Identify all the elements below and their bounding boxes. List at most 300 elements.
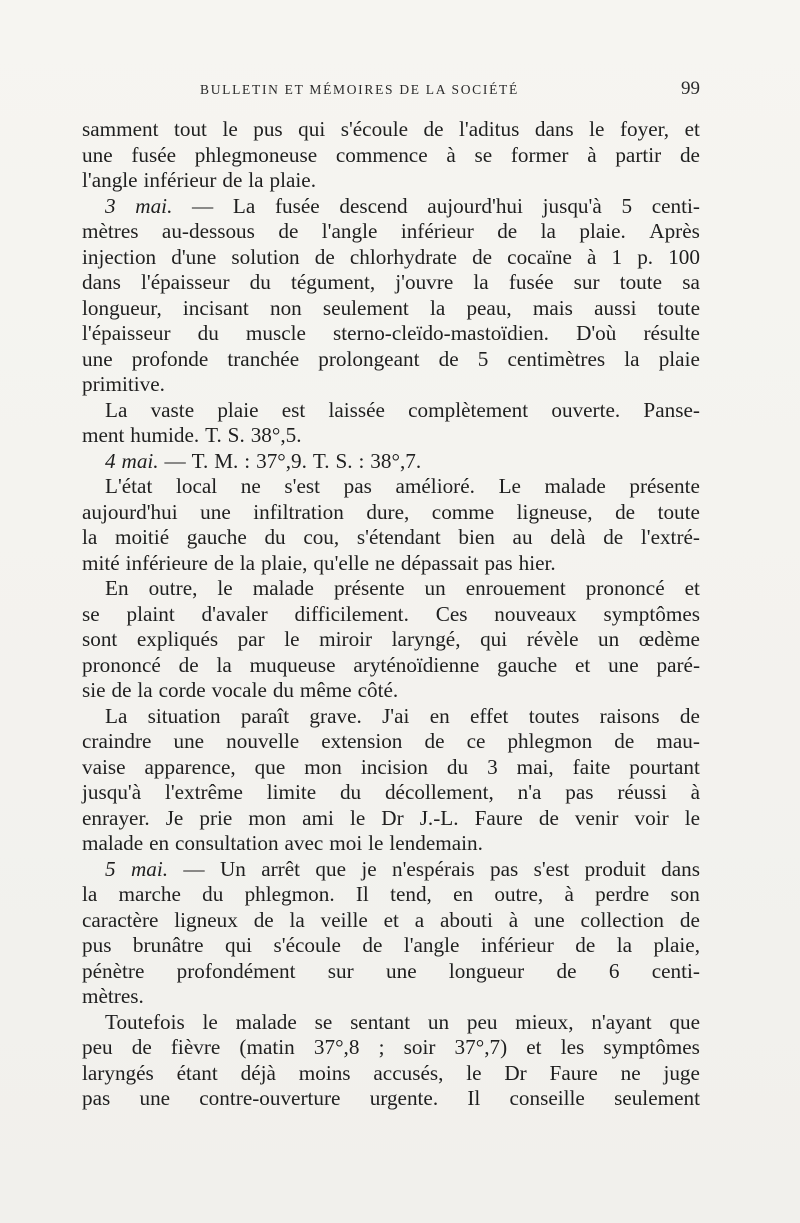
word: cou, <box>303 525 340 549</box>
word: produit <box>584 856 646 881</box>
word: pas <box>484 550 513 575</box>
word: par <box>237 627 265 651</box>
word: pénètre <box>82 958 145 983</box>
word: aujourd'hui <box>82 499 178 524</box>
word: le <box>684 805 700 830</box>
word: de <box>423 117 444 141</box>
word: un <box>598 627 620 651</box>
word: se <box>82 601 100 626</box>
text-line <box>82 1035 700 1061</box>
word: la <box>429 295 446 320</box>
word: paré- <box>656 652 700 677</box>
word: centi- <box>651 958 700 983</box>
text-line <box>82 500 700 526</box>
text-line <box>82 117 700 143</box>
word: mau- <box>656 729 700 753</box>
word: 100 <box>668 244 700 269</box>
word: phlegmon <box>507 729 593 753</box>
text-line <box>82 576 700 602</box>
word: de <box>278 219 299 243</box>
text-line <box>82 219 700 245</box>
word: avec <box>284 831 324 855</box>
word: une <box>200 499 231 524</box>
word: de <box>213 550 234 575</box>
word: n'ayant <box>591 1009 652 1034</box>
word: situation <box>147 703 221 728</box>
word: fièvre <box>170 1035 221 1059</box>
word: primitive. <box>82 372 165 396</box>
word: de <box>615 499 636 524</box>
word: cocaïne <box>507 244 572 269</box>
word: mai. <box>121 448 159 473</box>
text-line <box>82 423 700 449</box>
text-line <box>82 143 700 169</box>
word: prononcé <box>585 576 665 600</box>
text-line <box>82 704 700 730</box>
word: La <box>232 193 256 218</box>
word: ouverte. <box>551 397 621 422</box>
word: plaie <box>217 397 259 422</box>
word: 37°,7) <box>454 1035 508 1059</box>
word: sie <box>82 678 106 702</box>
word: du <box>202 882 224 906</box>
word: En <box>105 576 129 600</box>
word: en <box>149 831 170 855</box>
word: fusée <box>274 193 320 218</box>
word: 5 <box>477 346 489 371</box>
word: ne <box>374 550 395 575</box>
word: brunâtre <box>132 933 204 957</box>
word: œdème <box>638 627 700 651</box>
word: T. <box>205 423 222 447</box>
word: enrayer. <box>82 805 150 830</box>
word: du <box>339 780 362 804</box>
word: plaie. <box>579 219 626 243</box>
word: Dr <box>381 805 404 830</box>
text-line <box>82 831 700 857</box>
word: difficilement. <box>294 601 409 626</box>
word: pus <box>253 117 283 141</box>
word: plaie, <box>261 550 308 575</box>
word: n'a <box>517 780 542 804</box>
word: S. <box>227 423 245 447</box>
word: fusée <box>508 270 554 294</box>
word: et <box>684 117 700 141</box>
word: la <box>82 882 98 906</box>
word: grave. <box>309 703 362 728</box>
word: un <box>424 576 446 600</box>
word: vaste <box>150 397 195 422</box>
word: Faure <box>474 805 523 830</box>
text-line <box>82 933 700 959</box>
word: mité <box>82 550 120 575</box>
word: de <box>253 907 274 932</box>
word: sa <box>682 270 700 294</box>
word: qui <box>480 627 508 651</box>
word: de <box>603 525 624 549</box>
text-line <box>82 806 700 832</box>
word: conseille <box>509 1086 585 1110</box>
word: est <box>281 397 306 422</box>
page-number: 99 <box>681 78 700 99</box>
word: du <box>446 754 469 779</box>
word: inférieur <box>480 933 554 957</box>
word: prie <box>199 805 233 830</box>
text-line <box>82 347 700 373</box>
word: la <box>239 550 256 575</box>
word: en <box>453 882 474 906</box>
text-line <box>82 1086 700 1112</box>
word: une <box>386 958 417 983</box>
word: aujourd'hui <box>427 193 523 218</box>
text-line <box>82 755 700 781</box>
word: dans <box>82 270 121 294</box>
word: extension <box>321 729 403 753</box>
word: S. <box>335 448 353 473</box>
word: mieux, <box>515 1009 574 1034</box>
word: ment <box>82 423 125 447</box>
word: que <box>315 856 346 881</box>
text-line <box>82 168 700 194</box>
word: une <box>139 1086 171 1110</box>
word: symptômes <box>603 1035 700 1059</box>
word: le <box>466 1060 482 1085</box>
word: gauche <box>497 652 558 677</box>
word: s'écoule <box>273 933 341 957</box>
word: Après <box>649 219 700 243</box>
word: 38°,5. <box>250 423 302 447</box>
word: dépassait <box>400 550 479 575</box>
word: l'angle <box>321 219 378 243</box>
word: se <box>474 142 493 167</box>
word: du <box>272 678 294 702</box>
word: tranchée <box>227 346 300 371</box>
word: dans <box>661 856 700 881</box>
word: a <box>414 907 425 932</box>
word: mon <box>248 805 287 830</box>
word: à <box>508 907 519 932</box>
word: l'angle <box>403 933 460 957</box>
word: La <box>105 703 128 728</box>
word: accusés, <box>373 1060 444 1085</box>
word: bien <box>458 525 495 549</box>
word: d'une <box>171 244 217 269</box>
word: ligneux <box>174 907 238 932</box>
word: mai. <box>135 193 173 218</box>
word: sur <box>573 270 600 294</box>
text-line <box>82 270 700 296</box>
word: mètres <box>82 219 139 243</box>
text-line <box>82 1010 700 1036</box>
word: comme <box>431 499 495 524</box>
word: (matin <box>239 1035 295 1059</box>
word: toute <box>657 499 700 524</box>
word: injection <box>82 244 157 269</box>
word: amélioré. <box>395 474 475 498</box>
word: T. <box>312 448 330 473</box>
word: sentant <box>350 1009 411 1034</box>
word: La <box>105 397 128 422</box>
word: local <box>175 474 218 498</box>
word: centi- <box>651 193 700 218</box>
text-line <box>82 729 700 755</box>
text-line <box>82 627 700 653</box>
word: jusqu'à <box>82 780 142 804</box>
word: l'angle <box>82 168 138 192</box>
word: D'où <box>576 321 617 345</box>
word: longueur <box>448 958 525 983</box>
word: Un <box>219 856 246 881</box>
word: la <box>540 219 556 243</box>
word: sont <box>82 627 118 651</box>
word: le <box>217 576 233 600</box>
text-line <box>82 551 700 577</box>
word: et <box>684 576 700 600</box>
word: arrêt <box>261 856 301 881</box>
word: le <box>284 627 300 651</box>
word: de <box>424 729 445 753</box>
word: pas <box>565 780 594 804</box>
word: : <box>244 448 251 473</box>
word: une <box>173 729 205 753</box>
word: ne <box>620 1060 641 1085</box>
word: et <box>574 652 591 677</box>
word: pourtant <box>629 754 700 779</box>
word: hier. <box>518 550 556 575</box>
word: aussi <box>594 295 637 320</box>
page-header <box>82 78 700 104</box>
word: ligneuse, <box>516 499 593 524</box>
word: Il <box>355 882 369 906</box>
word: perdre <box>595 882 650 906</box>
word: moins <box>298 1060 351 1085</box>
word: mais <box>532 295 573 320</box>
word: outre, <box>494 882 544 906</box>
word: de <box>438 346 459 371</box>
word: de <box>222 168 243 192</box>
word: 37°,9. <box>256 448 307 473</box>
word: Dr <box>504 1060 527 1085</box>
word: 37°,8 <box>313 1035 360 1059</box>
word: de <box>538 805 559 830</box>
word: seulement <box>322 295 409 320</box>
word: juge <box>663 1060 700 1085</box>
word: incision <box>360 754 428 779</box>
word: fusée <box>131 142 177 167</box>
word: nouvelle <box>226 729 300 753</box>
word: infiltration <box>253 499 344 524</box>
text-line <box>82 474 700 500</box>
text-line <box>82 908 700 934</box>
word: s'est <box>284 474 321 498</box>
word: descend <box>339 193 408 218</box>
word: de <box>614 729 635 753</box>
word: partir <box>615 142 662 167</box>
word: sterno-cleïdo-mastoïdien. <box>333 321 549 345</box>
word: décollement, <box>384 780 494 804</box>
text-line <box>82 857 700 883</box>
word: une <box>608 652 639 677</box>
word: inférieur <box>143 168 217 192</box>
word: profondément <box>176 958 296 983</box>
word: l'extrême <box>164 780 243 804</box>
word: peu <box>466 1009 498 1034</box>
word: ce <box>466 729 486 753</box>
word: pas <box>343 474 372 498</box>
word: abouti <box>439 907 493 932</box>
word: de <box>679 907 700 932</box>
word: : <box>358 448 365 473</box>
word: qui <box>298 117 326 141</box>
word: résulte <box>643 321 700 345</box>
word: à <box>446 142 456 167</box>
word: Toutefois <box>105 1009 185 1034</box>
word: à <box>586 244 597 269</box>
word: présente <box>629 474 700 498</box>
text-line <box>82 653 700 679</box>
word: corde <box>158 678 206 702</box>
text-line <box>82 959 700 985</box>
word: faite <box>572 754 611 779</box>
word: toute <box>657 295 700 320</box>
word: tégument, <box>291 270 376 294</box>
word: limite <box>266 780 317 804</box>
word: la <box>137 678 153 702</box>
word: au <box>512 525 533 549</box>
word: laryngés <box>82 1060 154 1085</box>
word: Panse- <box>643 397 700 422</box>
word: Le <box>498 474 521 498</box>
text-line <box>82 245 700 271</box>
word: solution <box>231 244 300 269</box>
word: et <box>383 907 399 932</box>
word: du <box>264 525 286 549</box>
word: apparence, <box>144 754 236 779</box>
word: — <box>164 448 186 473</box>
word: une <box>82 142 113 167</box>
word: Il <box>467 1086 481 1110</box>
word: du <box>249 270 271 294</box>
word: de <box>679 703 700 728</box>
word: ; <box>378 1035 385 1059</box>
word: de <box>575 933 596 957</box>
word: humide. <box>130 423 200 447</box>
word: tout <box>173 117 207 141</box>
text-line <box>82 1061 700 1087</box>
word: consultation <box>175 831 279 855</box>
word: même <box>299 678 352 702</box>
word: s'est <box>533 856 570 881</box>
word: prononcé <box>82 652 161 677</box>
word: de <box>314 244 335 269</box>
word: 5 <box>621 193 633 218</box>
word: et <box>526 1035 542 1059</box>
word: dure, <box>366 499 410 524</box>
word: muscle <box>245 321 306 345</box>
word: samment <box>82 117 159 141</box>
word: la <box>473 270 489 294</box>
word: malade <box>252 576 314 600</box>
word: collection <box>580 907 665 932</box>
word: 1 <box>611 244 623 269</box>
word: de <box>497 219 518 243</box>
word: urgente. <box>369 1086 439 1110</box>
word: la <box>289 907 305 932</box>
text-line <box>82 678 700 704</box>
word: aryténoïdienne <box>353 652 480 677</box>
word: à <box>690 780 700 804</box>
text-line <box>82 194 700 220</box>
word: que <box>669 1009 700 1034</box>
word: gauche <box>186 525 247 549</box>
word: révèle <box>526 627 579 651</box>
word: incisant <box>182 295 249 320</box>
word: à <box>587 142 597 167</box>
text-line <box>82 780 700 806</box>
word: marche <box>118 882 181 906</box>
word: 5 <box>105 856 116 881</box>
word: non <box>269 295 302 320</box>
word: côté. <box>357 678 399 702</box>
word: expliqués <box>136 627 219 651</box>
word: jusqu'à <box>542 193 602 218</box>
word: plaint <box>126 601 175 626</box>
word: 6 <box>608 958 620 983</box>
word: mai, <box>516 754 554 779</box>
running-title: BULLETIN ET MÉMOIRES DE LA SOCIÉTÉ <box>200 82 519 97</box>
word: — <box>192 193 214 218</box>
word: phlegmoneuse <box>194 142 318 167</box>
word: peau, <box>466 295 512 320</box>
word: se <box>314 1009 333 1034</box>
word: veille <box>320 907 368 932</box>
word: mon <box>304 754 342 779</box>
word: la <box>216 652 232 677</box>
word: d'avaler <box>201 601 268 626</box>
word: le <box>589 117 605 141</box>
word: plaie <box>658 346 700 371</box>
word: l'épaisseur <box>140 270 230 294</box>
word: présente <box>333 576 405 600</box>
word: caractère <box>82 907 159 932</box>
word: l'extré- <box>640 525 700 549</box>
text-line <box>82 882 700 908</box>
word: 4 <box>105 448 116 473</box>
word: delà <box>550 525 586 549</box>
word: effet <box>469 703 509 728</box>
text-line <box>82 372 700 398</box>
word: de <box>131 1035 152 1059</box>
word: une <box>534 907 565 932</box>
word: contre-ouverture <box>199 1086 341 1110</box>
word: T. <box>191 448 209 473</box>
word: venir <box>574 805 619 830</box>
word: pus <box>82 933 112 957</box>
word: pas <box>82 1086 111 1110</box>
word: je <box>361 856 377 881</box>
word: inférieur <box>400 219 474 243</box>
word: — <box>183 856 205 881</box>
word: profonde <box>131 346 209 371</box>
word: déjà <box>240 1060 276 1085</box>
word: du <box>197 321 219 345</box>
word: la <box>248 168 264 192</box>
word: outre, <box>148 576 198 600</box>
word: L'état <box>105 474 153 498</box>
word: longueur, <box>82 295 162 320</box>
word: muqueuse <box>249 652 336 677</box>
word: former <box>510 142 569 167</box>
